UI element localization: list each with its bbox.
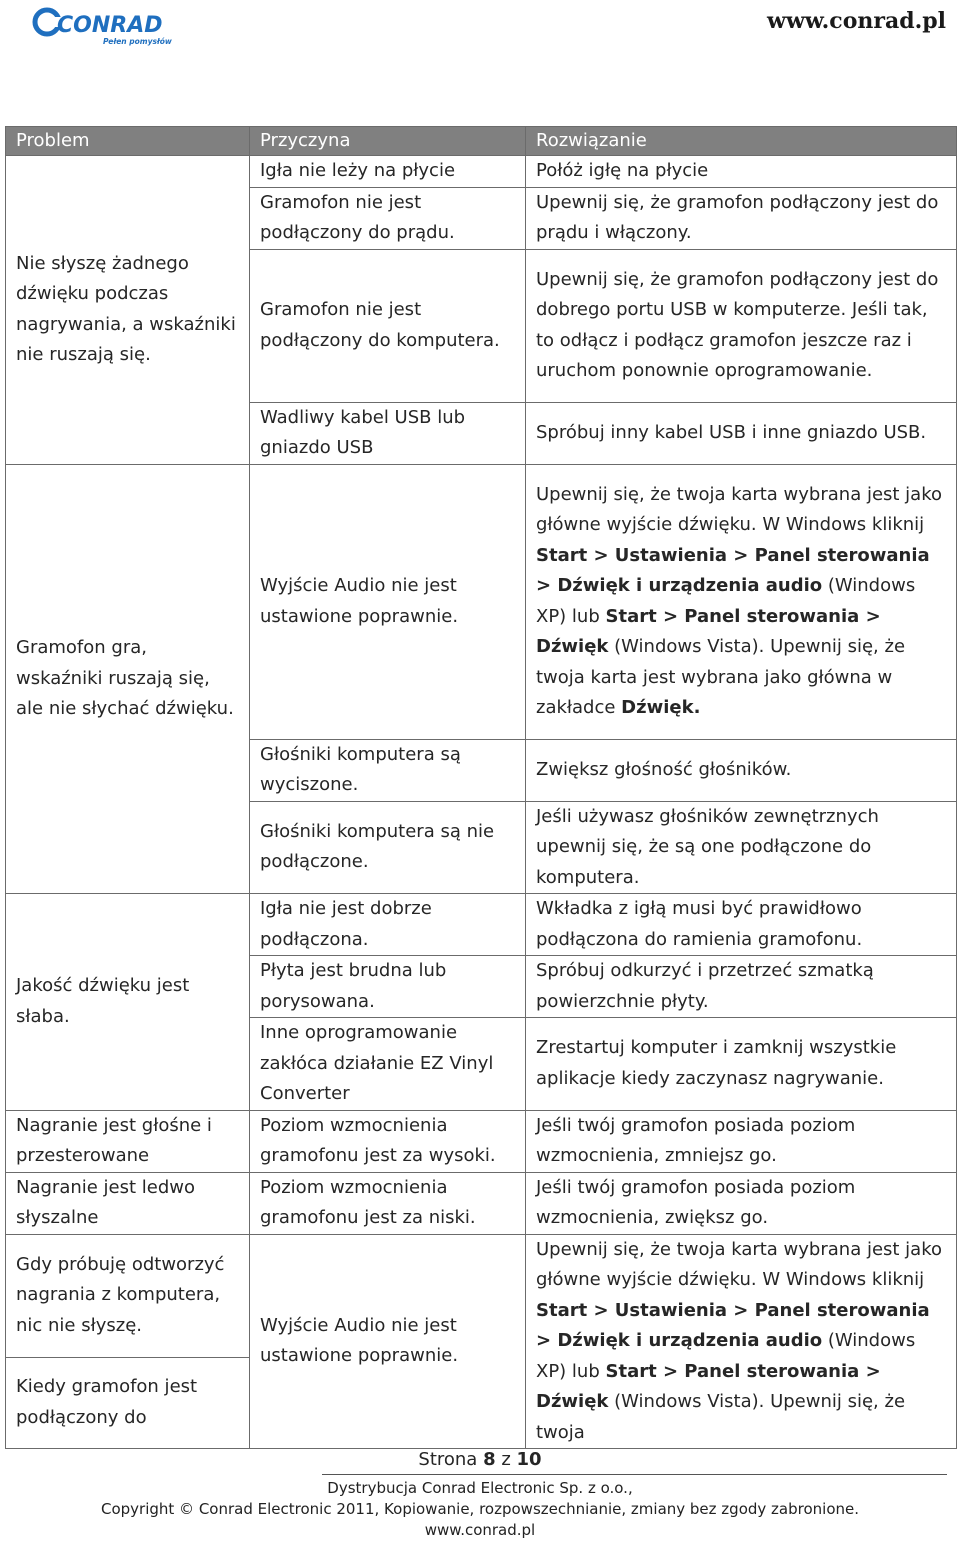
header-solution: Rozwiązanie <box>526 127 957 156</box>
page-current: 8 <box>483 1449 496 1470</box>
troubleshooting-table <box>5 126 957 1449</box>
footer-url[interactable]: www.conrad.pl <box>424 1521 536 1539</box>
problem-cell: Kiedy gramofon jest podłączony do <box>6 1357 250 1448</box>
solution-text: (Windows Vista). Upewnij się, że twoja karta jest wybrana jako główna w zakładce <box>536 636 906 718</box>
table-row <box>6 1172 957 1234</box>
solution-cell: Spróbuj odkurzyć i przetrzeć szmatką powierzchnie płyty. <box>526 956 957 1018</box>
page-label: Strona <box>418 1449 478 1470</box>
solution-text: (Windows Vista). Upewnij się, że twoja <box>536 1391 906 1443</box>
solution-cell: Zwiększ głośność głośników. <box>526 739 957 801</box>
table-row <box>6 1234 957 1357</box>
footer-distributor: Dystrybucja Conrad Electronic Sp. z o.o., <box>327 1479 633 1497</box>
table-row <box>6 894 957 956</box>
problem-cell: Jakość dźwięku jest słaba. <box>6 894 250 1111</box>
cause-cell: Płyta jest brudna lub porysowana. <box>250 956 526 1018</box>
page-total: 10 <box>516 1449 542 1470</box>
solution-cell <box>526 464 957 739</box>
solution-cell: Upewnij się, że gramofon podłączony jest do prądu i włączony. <box>526 187 957 249</box>
solution-cell: Jeśli używasz głośników zewnętrznych upewnij się, że są one podłączone do komputera. <box>526 801 957 894</box>
solution-text: Upewnij się, że twoja karta wybrana jest jako główne wyjście dźwięku. W Windows kliknij <box>536 1238 943 1290</box>
conrad-logo <box>33 6 172 46</box>
cause-cell: Igła nie leży na płycie <box>250 156 526 188</box>
cause-cell: Poziom wzmocnienia gramofonu jest za niski. <box>250 1172 526 1234</box>
solution-cell: Spróbuj inny kabel USB i inne gniazdo USB. <box>526 402 957 464</box>
problem-cell: Gdy próbuję odtworzyć nagrania z komputera, nic nie słyszę. <box>6 1234 250 1357</box>
footer-copyright: Copyright © Conrad Electronic 2011, Kopiowanie, rozpowszechnianie, zmiany bez zgody zabronione. <box>101 1500 859 1518</box>
cause-cell: Wyjście Audio nie jest ustawione poprawnie. <box>250 1234 526 1449</box>
cause-cell: Wyjście Audio nie jest ustawione poprawnie. <box>250 464 526 739</box>
cause-cell: Głośniki komputera są wyciszone. <box>250 739 526 801</box>
header-problem: Problem <box>6 127 250 156</box>
problem-cell: Nie słyszę żadnego dźwięku podczas nagrywania, a wskaźniki nie ruszają się. <box>6 156 250 465</box>
table-row <box>6 464 957 739</box>
problem-cell: Nagranie jest głośne i przesterowane <box>6 1110 250 1172</box>
cause-cell: Poziom wzmocnienia gramofonu jest za wysoki. <box>250 1110 526 1172</box>
table-row <box>6 1110 957 1172</box>
logo-tagline: Pełen pomysłów <box>103 37 172 46</box>
solution-text: (Windows XP) lub <box>536 575 916 627</box>
table-row <box>6 156 957 188</box>
table-header-row <box>6 127 957 156</box>
solution-cell: Zrestartuj komputer i zamknij wszystkie aplikacje kiedy zaczynasz nagrywanie. <box>526 1018 957 1111</box>
tab-name: Dźwięk. <box>621 697 701 718</box>
cause-cell: Igła nie jest dobrze podłączona. <box>250 894 526 956</box>
solution-text: (Windows XP) lub <box>536 1330 916 1382</box>
problem-cell: Gramofon gra, wskaźniki ruszają się, ale nie słychać dźwięku. <box>6 464 250 894</box>
solution-cell: Jeśli twój gramofon posiada poziom wzmocnienia, zwiększ go. <box>526 1172 957 1234</box>
problem-cell: Nagranie jest ledwo słyszalne <box>6 1172 250 1234</box>
cause-cell: Wadliwy kabel USB lub gniazdo USB <box>250 402 526 464</box>
cause-cell: Gramofon nie jest podłączony do prądu. <box>250 187 526 249</box>
cause-cell: Głośniki komputera są nie podłączone. <box>250 801 526 894</box>
site-url[interactable]: www.conrad.pl <box>767 8 946 34</box>
solution-cell: Wkładka z igłą musi być prawidłowo podłączona do ramienia gramofonu. <box>526 894 957 956</box>
solution-cell: Upewnij się, że gramofon podłączony jest do dobrego portu USB w komputerze. Jeśli tak, to odłącz i podłącz gramofon jeszcze raz i uruchom ponownie oprogramowanie. <box>526 249 957 402</box>
menu-path-vista: Start > Panel sterowania > Dźwięk <box>536 605 881 657</box>
logo-text: CONRAD <box>57 13 163 38</box>
page-of: z <box>501 1449 511 1470</box>
page-number <box>0 1449 960 1470</box>
footer-divider <box>322 1474 947 1475</box>
cause-cell: Gramofon nie jest podłączony do komputera. <box>250 249 526 402</box>
header-cause: Przyczyna <box>250 127 526 156</box>
menu-path-xp: Start > Ustawienia > Panel sterowania > Dźwięk i urządzenia audio <box>536 544 930 596</box>
solution-cell <box>526 1234 957 1449</box>
menu-path-xp: Start > Ustawienia > Panel sterowania > Dźwięk i urządzenia audio <box>536 1299 930 1351</box>
solution-cell: Połóż igłę na płycie <box>526 156 957 188</box>
cause-cell: Inne oprogramowanie zakłóca działanie EZ Vinyl Converter <box>250 1018 526 1111</box>
solution-text: Upewnij się, że twoja karta wybrana jest jako główne wyjście dźwięku. W Windows kliknij <box>536 483 943 535</box>
solution-cell: Jeśli twój gramofon posiada poziom wzmocnienia, zmniejsz go. <box>526 1110 957 1172</box>
menu-path-vista: Start > Panel sterowania > Dźwięk <box>536 1360 881 1412</box>
